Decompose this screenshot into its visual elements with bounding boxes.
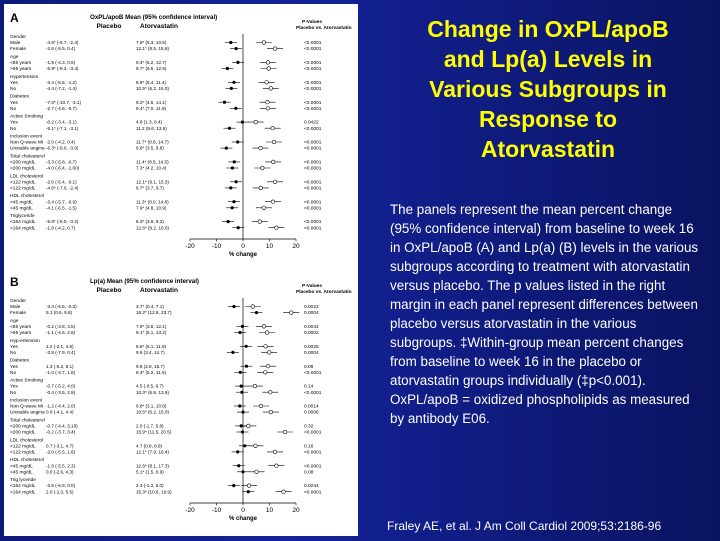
atorvastatin-estimate: 11.3* (8.0, 14.8) [136, 199, 169, 205]
placebo-estimate: -2.6 (-5.4, -0.1) [46, 179, 77, 185]
p-value: <0.0001 [304, 41, 322, 47]
title-line: and Lp(a) Levels in [443, 46, 653, 72]
placebo-point [238, 404, 241, 407]
placebo-estimate: -2.0 (-4.2, 0.4) [46, 139, 76, 145]
placebo-estimate: -3.5 (-6.9, 0.0) [46, 483, 76, 489]
atorvastatin-estimate: 18.2* (12.8, 23.7) [136, 310, 172, 316]
p-value: <0.0001 [304, 450, 322, 456]
placebo-estimate: -1.8 (-4.2, 0.7) [46, 225, 76, 231]
atorvastatin-estimate: 12.6* (8.1, 17.3) [136, 463, 169, 469]
placebo-estimate: -1.1 (-4.6, 2.6) [46, 330, 76, 336]
subgroup-row-label: <200 mg/dL [10, 160, 36, 166]
atorvastatin-estimate: 7.3* (4.2, 10.4) [136, 165, 167, 171]
forest-plot-figure [4, 4, 358, 536]
placebo-estimate: 1.3 (-5.2, 8.1) [46, 363, 74, 369]
placebo-estimate: 5.1 (0.6, 9.8) [46, 310, 73, 316]
atorvastatin-estimate: 12.1* (7.9, 16.4) [136, 449, 169, 455]
atorvastatin-point [253, 384, 257, 388]
atorvastatin-point [282, 490, 286, 494]
atorvastatin-estimate: 10.5* (6.2, 15.0) [136, 409, 169, 415]
placebo-point [235, 180, 238, 183]
subgroup-label: HDL cholesterol [10, 194, 44, 200]
subgroup-row-label: >122 mg/dL [10, 450, 36, 456]
p-value: 0.16 [304, 444, 314, 450]
p-value: <0.0001 [304, 464, 322, 470]
atorvastatin-point [262, 41, 266, 45]
subgroup-label: Gender [10, 299, 26, 304]
figure-description [390, 200, 700, 428]
placebo-point [236, 61, 239, 64]
atorvastatin-estimate: 6.6* (3.5, 9.8) [136, 145, 164, 151]
subgroup-label: Diabetes [10, 358, 29, 364]
placebo-estimate: -4.0 (-6.4, -1.60) [46, 165, 80, 171]
p-value: <0.0001 [304, 146, 322, 152]
x-axis-tick-label: 0 [241, 243, 245, 250]
subgroup-row-label: <65 years [10, 325, 32, 330]
placebo-point [238, 331, 241, 334]
x-axis-tick-label: 10 [265, 507, 274, 514]
atorvastatin-estimate: 4.5 (-0.5, 9.7) [136, 383, 164, 389]
atorvastatin-point [273, 450, 277, 454]
atorvastatin-point [254, 444, 258, 448]
subgroup-row-label: Yes [10, 344, 18, 350]
atorvastatin-point [254, 120, 258, 124]
placebo-estimate: -4.4 (-7.2, -1.4) [46, 86, 77, 91]
subgroup-row-label: Female [10, 311, 26, 317]
atorvastatin-point [268, 390, 272, 394]
p-value: <0.0001 [304, 106, 322, 112]
subgroup-label: Inclusion event [10, 134, 42, 140]
atorvastatin-estimate: 2.0 (-1.7, 5.8) [136, 423, 164, 429]
atorvastatin-point [272, 140, 276, 144]
atorvastatin-point [269, 410, 273, 414]
placebo-estimate: -5.1* (-7.1, -3.1) [46, 125, 79, 131]
atorvastatin-point [271, 200, 275, 204]
panel-letter: A [10, 11, 19, 25]
p-value: 0.0002 [304, 331, 319, 337]
placebo-point [239, 371, 242, 374]
placebo-estimate: -0.2 (-3.8, 3.5) [46, 324, 76, 329]
x-axis-tick-label: -10 [211, 243, 222, 250]
p-value: <0.0001 [304, 180, 322, 186]
atorvastatin-point [262, 325, 266, 329]
p-value: <0.0001 [304, 100, 322, 106]
atorvastatin-estimate: 4.7 (0.8, 8.8) [136, 443, 163, 449]
atorvastatin-point [266, 61, 270, 65]
atorvastatin-estimate: 9.9 (3.4, 14.7) [136, 350, 165, 355]
p-value: 0.14 [304, 384, 314, 390]
placebo-estimate: -0.2 (-3.4, -3.1) [46, 119, 77, 125]
subgroup-row-label: <122 mg/dL [10, 180, 36, 186]
p-value: 0.0044 [304, 325, 319, 330]
subgroup-row-label: Male [10, 305, 21, 311]
description-paragraph: The panels represent the mean percent change (95% confidence interval) from baseline to week 16 in OxPL/apoB (A) and Lp(a) (B) levels in the various subgroups according to treatment with atorvastatin versus placebo. The p values listed in the right margin in each panel represent differences between placebo versus atorvastatin in the various subgroups. ‡Within-group mean percent changes from baseline to week 16 in the placebo or atorvastatin groups individually (‡p<0.001). [390, 202, 699, 388]
x-axis-tick-label: -10 [211, 507, 222, 514]
atorvastatin-point [283, 430, 287, 434]
atorvastatin-estimate: 8.4* (5.2, 11.6) [136, 369, 167, 375]
subgroup-row-label: No [10, 126, 17, 132]
citation: Fraley AE, et al. J Am Coll Cardiol 2009;53:2186-96 [387, 519, 662, 533]
placebo-estimate: -5.9* (-8.3, -3.4) [46, 66, 79, 72]
slide-title [380, 14, 716, 164]
placebo-estimate: -2.7 (-4.6, -0.7) [46, 105, 77, 111]
atorvastatin-estimate: 6.8* (3.1, 10.8) [136, 403, 167, 409]
atorvastatin-point [259, 404, 263, 408]
atorvastatin-estimate: 9.4* (6.2, 12.7) [136, 60, 167, 65]
atorvastatin-estimate: 15.3* (10.9, 19.9) [136, 489, 172, 495]
placebo-point [230, 87, 233, 90]
placebo-estimate: 0.0 (-2.6, 4.3) [46, 469, 74, 475]
x-axis-label: % change [228, 252, 258, 258]
p-value: 0.0006 [304, 410, 319, 416]
atorvastatin-point [267, 351, 271, 355]
subgroup-row-label: No [10, 370, 17, 376]
p-value: <0.0001 [304, 186, 322, 192]
atorvastatin-estimate: 7.9* (5.3, 10.6) [136, 40, 167, 46]
column-header-comparison: Placebo vs. Atorvastatin [296, 26, 352, 31]
p-value: <0.0001 [304, 160, 322, 166]
placebo-point [243, 444, 246, 447]
placebo-estimate: -0.4 (-3.5, 2.9) [46, 389, 76, 395]
placebo-estimate: -5.6* (-8.0, -3.2) [46, 219, 79, 225]
placebo-point [225, 147, 228, 150]
subgroup-row-label: Unstable angina [10, 146, 45, 152]
p-value: <0.0001 [304, 67, 322, 73]
placebo-estimate: -3.4 (-5.7, -0.9) [46, 199, 77, 205]
atorvastatin-estimate: 9.7* (6.5, 12.9) [136, 66, 167, 72]
subgroup-row-label: Male [10, 41, 21, 47]
subgroup-row-label: <122 mg/dL [10, 444, 36, 450]
subgroup-row-label: Yes [10, 80, 18, 86]
atorvastatin-point [265, 331, 269, 335]
atorvastatin-point [269, 87, 273, 91]
atorvastatin-point [262, 206, 266, 210]
atorvastatin-point [273, 47, 277, 51]
subgroup-label: HDL cholesterol [10, 458, 44, 464]
p-value: 0.0244 [304, 484, 319, 490]
atorvastatin-estimate: 11.4* (8.5, 14.5) [136, 159, 169, 165]
x-axis-label: % change [228, 516, 258, 522]
atorvastatin-estimate: 11.2 (8.6, 13.9) [136, 125, 167, 131]
atorvastatin-point [271, 126, 275, 130]
placebo-estimate: -6.3* (-9.0, -3.6) [46, 145, 79, 151]
atorvastatin-estimate: 10.5* (6.2, 15.0) [136, 86, 169, 91]
subgroup-row-label: <164 mg/dL [10, 484, 36, 490]
panel-letter: B [10, 275, 19, 289]
subgroup-row-label: >164 mg/dL [10, 490, 36, 496]
placebo-point [236, 140, 239, 143]
placebo-point [241, 430, 244, 433]
atorvastatin-estimate: 3.7* (0.4, 7.1) [136, 304, 164, 310]
placebo-estimate: -1.2 (-4.4, 2.0) [46, 403, 76, 409]
subgroup-row-label: Yes [10, 384, 18, 390]
column-header-atorvastatin: Atorvastatin [140, 287, 178, 294]
subgroup-row-label: >65 years [10, 67, 32, 73]
atorvastatin-estimate: 6.7* (3.7, 9.7) [136, 185, 164, 191]
atorvastatin-point [275, 464, 279, 468]
placebo-point [247, 490, 250, 493]
placebo-point [231, 351, 234, 354]
placebo-point [231, 166, 234, 169]
placebo-point [237, 464, 240, 467]
atorvastatin-point [247, 424, 251, 428]
placebo-point [227, 220, 230, 223]
placebo-estimate: 1.2 (-2.1, 4.5) [46, 343, 74, 349]
atorvastatin-estimate: 11.7* (8.8, 14.7) [136, 139, 169, 145]
subgroup-label: Total cholesterol [10, 418, 45, 424]
subgroup-label: LDL cholesterol [10, 174, 44, 180]
description-paragraph: OxPL/apoB = oxidized phospholipids as measured by antibody E06. [390, 392, 690, 426]
placebo-point [245, 365, 248, 368]
subgroup-row-label: >122 mg/dL [10, 186, 36, 192]
p-value: <0.0001 [304, 490, 322, 496]
placebo-point [232, 200, 235, 203]
atorvastatin-estimate: 4.8 (1.3, 8.4) [136, 119, 163, 125]
p-value: <0.0001 [304, 61, 322, 66]
x-axis-tick-label: 20 [292, 243, 300, 250]
subgroup-row-label: >164 mg/dL [10, 226, 36, 232]
p-value: <0.0001 [304, 140, 322, 146]
subgroup-label: Age [10, 54, 19, 60]
placebo-point [232, 484, 235, 487]
placebo-estimate: 0.0 (-4.1, 4.4) [46, 409, 74, 415]
subgroup-label: Trig lyceride [10, 478, 36, 484]
placebo-point [236, 450, 239, 453]
atorvastatin-estimate: 9.1* (5.1, 13.2) [136, 330, 167, 336]
subgroup-row-label: <45 mg/dL [10, 464, 33, 470]
subgroup-row-label: <164 mg/dL [10, 220, 36, 226]
placebo-point [231, 206, 234, 209]
placebo-estimate: -4.6* (-6.7, -2.4) [46, 40, 79, 46]
atorvastatin-point [275, 226, 279, 230]
p-value: <0.0001 [304, 206, 322, 212]
placebo-point [233, 160, 236, 163]
p-value: 0.32 [304, 424, 314, 430]
atorvastatin-point [273, 180, 277, 184]
placebo-estimate: -0.7 (-5.2, 4.0) [46, 383, 76, 389]
atorvastatin-point [265, 81, 269, 85]
atorvastatin-estimate: 7.9* (4.8, 10.9) [136, 205, 167, 211]
placebo-estimate: 2.0 (-1.3, 5.5) [46, 489, 74, 495]
p-value: 0.0025 [304, 344, 319, 350]
title-line: Response to [478, 106, 618, 132]
atorvastatin-estimate: 10.3* (6.8, 13.9) [136, 389, 169, 395]
atorvastatin-point [271, 160, 275, 164]
subgroup-row-label: <45 mg/dL [10, 200, 33, 206]
placebo-point [241, 325, 244, 328]
p-value: <0.0001 [304, 166, 322, 172]
subgroup-label: Inclusion event [10, 398, 42, 404]
atorvastatin-point [261, 166, 265, 170]
subgroup-label: Active Smoking [10, 378, 44, 384]
placebo-point [255, 311, 258, 314]
atorvastatin-estimate: 5.1* (1.5, 8.9) [136, 469, 164, 475]
placebo-point [228, 127, 231, 130]
placebo-point [223, 101, 226, 104]
subgroup-label: Age [10, 318, 19, 324]
atorvastatin-estimate: 9.4* (7.0, 11.9) [136, 105, 167, 111]
x-axis-tick-label: 20 [292, 507, 300, 514]
p-value: <0.0001 [304, 430, 322, 436]
panel-header: OxPL/apoB Mean (95% confidence interval) [90, 14, 218, 21]
atorvastatin-estimate: 6.3* (3.6, 9.2) [136, 219, 164, 225]
forest-plot-svg [4, 4, 358, 536]
subgroup-row-label: Yes [10, 120, 18, 126]
subgroup-row-label: >45 mg/dL [10, 206, 33, 212]
atorvastatin-point [266, 107, 270, 111]
placebo-point [235, 47, 238, 50]
atorvastatin-point [266, 364, 270, 368]
title-line: Atorvastatin [480, 136, 616, 162]
subgroup-row-label: >200 mg/dL [10, 166, 36, 172]
placebo-point [241, 121, 244, 124]
atorvastatin-estimate: 12.6* (9.2, 16.0) [136, 225, 169, 231]
placebo-estimate: -1.0 (-3.7, 1.8) [46, 369, 76, 375]
subgroup-row-label: No [10, 106, 17, 112]
subgroup-row-label: <65 years [10, 61, 32, 66]
placebo-point [232, 81, 235, 84]
title-line: Change in OxPL/apoB [427, 16, 669, 42]
subgroup-label: Diabetes [10, 94, 29, 100]
p-value: <0.0001 [304, 370, 322, 376]
subgroup-row-label: Yes [10, 100, 18, 106]
p-value: 0.0004 [304, 351, 319, 356]
atorvastatin-point [263, 371, 267, 375]
placebo-estimate: -0.2 (-3.7, 3.4) [46, 429, 76, 435]
subgroup-label: LDL cholesterol [10, 438, 44, 444]
subgroup-row-label: No [10, 390, 17, 396]
x-axis-tick-label: 10 [265, 243, 274, 250]
x-axis-tick-label: 0 [241, 507, 245, 514]
subgroup-row-label: No [10, 351, 17, 356]
subgroup-label: Hypertension [10, 74, 39, 80]
atorvastatin-estimate: 7.9* (3.8, 12.1) [136, 324, 167, 329]
p-value: 0.0422 [304, 120, 319, 126]
column-header-pvalues: P-Values [302, 284, 322, 289]
p-value: 0.09 [304, 364, 314, 370]
atorvastatin-point [259, 186, 263, 190]
placebo-estimate: -3.4 (-5.5, -1.2) [46, 79, 77, 85]
placebo-estimate: 0.7 (-3.1, 4.7) [46, 443, 74, 449]
subgroup-row-label: >200 mg/dL [10, 430, 36, 436]
p-value: <0.0001 [304, 47, 322, 53]
p-value: <0.0001 [304, 87, 322, 92]
p-value: <0.0001 [304, 220, 322, 226]
placebo-point [245, 345, 248, 348]
placebo-estimate: -1.9 (-4.3, 0.6) [46, 60, 76, 65]
p-value: <0.0001 [304, 200, 322, 206]
atorvastatin-estimate: 9.2* (4.5, 14.1) [136, 99, 167, 105]
atorvastatin-estimate: 12.1* (8.5, 15.9) [136, 46, 169, 52]
atorvastatin-point [264, 345, 268, 349]
placebo-estimate: -3.4 (-6.5, -0.3) [46, 304, 77, 310]
title-line: Various Subgroups in [429, 76, 667, 102]
p-value: <0.0001 [304, 80, 322, 86]
atorvastatin-estimate: 15.9* (11.5, 20.5) [136, 429, 172, 435]
subgroup-row-label: >45 mg/dL [10, 470, 33, 476]
placebo-point [232, 305, 235, 308]
atorvastatin-point [251, 305, 255, 309]
p-value: 0.08 [304, 470, 314, 476]
placebo-estimate: -2.6 (-5.5, 0.4) [46, 46, 76, 52]
placebo-estimate: -4.6* (-7.0, -2.4) [46, 185, 79, 191]
p-value: 0.0014 [304, 404, 319, 410]
atorvastatin-point [259, 146, 263, 150]
placebo-estimate: -3.3 (-5.8, -0.7) [46, 159, 77, 165]
p-value: 0.0004 [304, 311, 319, 317]
column-header-atorvastatin: Atorvastatin [140, 23, 178, 30]
subgroup-row-label: Unstable angina [10, 410, 45, 416]
placebo-estimate: -1.6 (-5.5, 2.3) [46, 463, 76, 469]
atorvastatin-point [258, 220, 262, 224]
atorvastatin-point [247, 484, 251, 488]
atorvastatin-estimate: 12.1* (9.1, 15.3) [136, 179, 169, 185]
placebo-estimate: -2.0 (-5.5, 1.6) [46, 449, 76, 455]
placebo-point [237, 226, 240, 229]
p-value: <0.0001 [304, 226, 322, 232]
placebo-point [240, 385, 243, 388]
atorvastatin-point [255, 470, 259, 474]
subgroup-label: Active Smoking [10, 114, 44, 120]
subgroup-row-label: Non Q-wave MI [10, 404, 44, 410]
atorvastatin-point [266, 100, 270, 104]
p-value: 0.0022 [304, 305, 319, 311]
x-axis-tick-label: -20 [185, 243, 195, 250]
subgroup-row-label: Non Q-wave MI [10, 140, 44, 146]
column-header-pvalues: P-Values [302, 20, 322, 25]
panel-header: Lp(a) Mean (95% confidence interval) [90, 278, 199, 285]
placebo-point [229, 41, 232, 44]
atorvastatin-estimate: 9.5 (2.8, 16.7) [136, 363, 165, 369]
subgroup-label: Hyp-ertension [10, 338, 40, 344]
subgroup-label: Gender [10, 35, 26, 40]
subgroup-row-label: <200 mg/dL [10, 424, 36, 430]
atorvastatin-estimate: 8.5* (5.1, 11.9) [136, 343, 167, 349]
subgroup-row-label: Yes [10, 364, 18, 370]
atorvastatin-estimate: 8.9* (6.4, 11.4) [136, 79, 167, 85]
column-header-placebo: Placebo [96, 23, 122, 30]
placebo-estimate: -0.7 (-4.4, 3.18) [46, 423, 78, 429]
atorvastatin-point [289, 311, 293, 315]
x-axis-tick-label: -20 [185, 507, 195, 514]
atorvastatin-point [267, 67, 271, 71]
placebo-estimate: -4.1 (-6.5, -1.5) [46, 205, 77, 211]
p-value: <0.0001 [304, 126, 322, 132]
subgroup-label: Triglyceride [10, 214, 35, 220]
placebo-point [234, 107, 237, 110]
subgroup-label: Total cholesterol [10, 154, 45, 160]
column-header-placebo: Placebo [96, 287, 122, 294]
subgroup-row-label: Female [10, 47, 26, 53]
placebo-estimate: -3.8 (-7.9, 0.4) [46, 350, 76, 355]
subgroup-row-label: >65 years [10, 331, 32, 337]
atorvastatin-estimate: 2.3 (-1.3, 6.0) [136, 483, 164, 489]
placebo-point [226, 67, 229, 70]
subgroup-row-label: No [10, 87, 17, 92]
placebo-point [229, 186, 232, 189]
p-value: <0.0001 [304, 390, 322, 396]
column-header-comparison: Placebo vs. Atorvastatin [296, 290, 352, 295]
placebo-estimate: -7.0* (-10.7, -3.1) [46, 99, 81, 105]
